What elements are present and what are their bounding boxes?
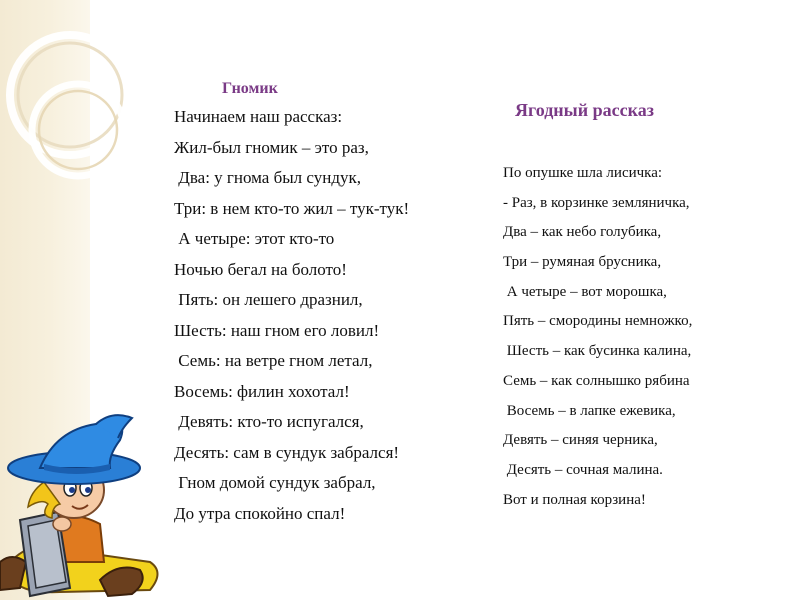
poem-line: Девять – синяя черника, xyxy=(503,432,658,449)
poem-line: Пять: он лешего дразнил, xyxy=(174,290,363,309)
poem-line: До утра спокойно спал! xyxy=(174,503,346,523)
poem-line: Вот и полная корзина! xyxy=(503,491,646,508)
poem-line: Начинаем наш рассказ: xyxy=(174,107,343,126)
poem-line: Жил-был гномик – это раз, xyxy=(174,137,369,157)
poem-line: Семь – как солнышко рябина xyxy=(503,372,690,389)
poem-berry-story xyxy=(503,96,793,515)
poem-line: Восемь – в лапке ежевика, xyxy=(503,402,676,419)
poem-line: Десять: сам в сундук забрался! xyxy=(174,442,400,462)
poem-line: Семь: на ветре гном летал, xyxy=(174,351,373,370)
poem-line: Три – румяная брусника, xyxy=(503,254,662,271)
poem-line: А четыре – вот морошка, xyxy=(503,283,667,300)
poem-gnomik xyxy=(174,76,494,529)
poem-line: Два: у гнома был сундук, xyxy=(174,168,361,187)
poem-line: Ночью бегал на болото! xyxy=(174,259,347,279)
poem-line: Гном домой сундук забрал, xyxy=(174,473,376,492)
poem-title: Гномик xyxy=(222,80,278,97)
poem-line: Шесть – как бусинка калина, xyxy=(503,343,692,360)
poem-line: А четыре: этот кто-то xyxy=(174,229,335,248)
poem-line: - Раз, в корзинке земляничка, xyxy=(503,194,690,211)
poem-line: По опушке шла лисичка: xyxy=(503,165,663,181)
poem-line: Три: в нем кто-то жил – тук-тук! xyxy=(174,198,410,218)
poem-title: Ягодный рассказ xyxy=(515,100,654,120)
poem-line: Пять – смородины немножко, xyxy=(503,313,693,330)
poem-line: Шесть: наш гном его ловил! xyxy=(174,320,380,340)
poem-line: Восемь: филин хохотал! xyxy=(174,381,350,401)
poem-line: Девять: кто-то испугался, xyxy=(174,412,364,431)
poem-line: Два – как небо голубика, xyxy=(503,224,662,241)
poem-line: Десять – сочная малина. xyxy=(503,461,663,478)
gnome-with-book-illustration-icon xyxy=(0,412,170,600)
decorative-rings-icon xyxy=(0,0,180,260)
